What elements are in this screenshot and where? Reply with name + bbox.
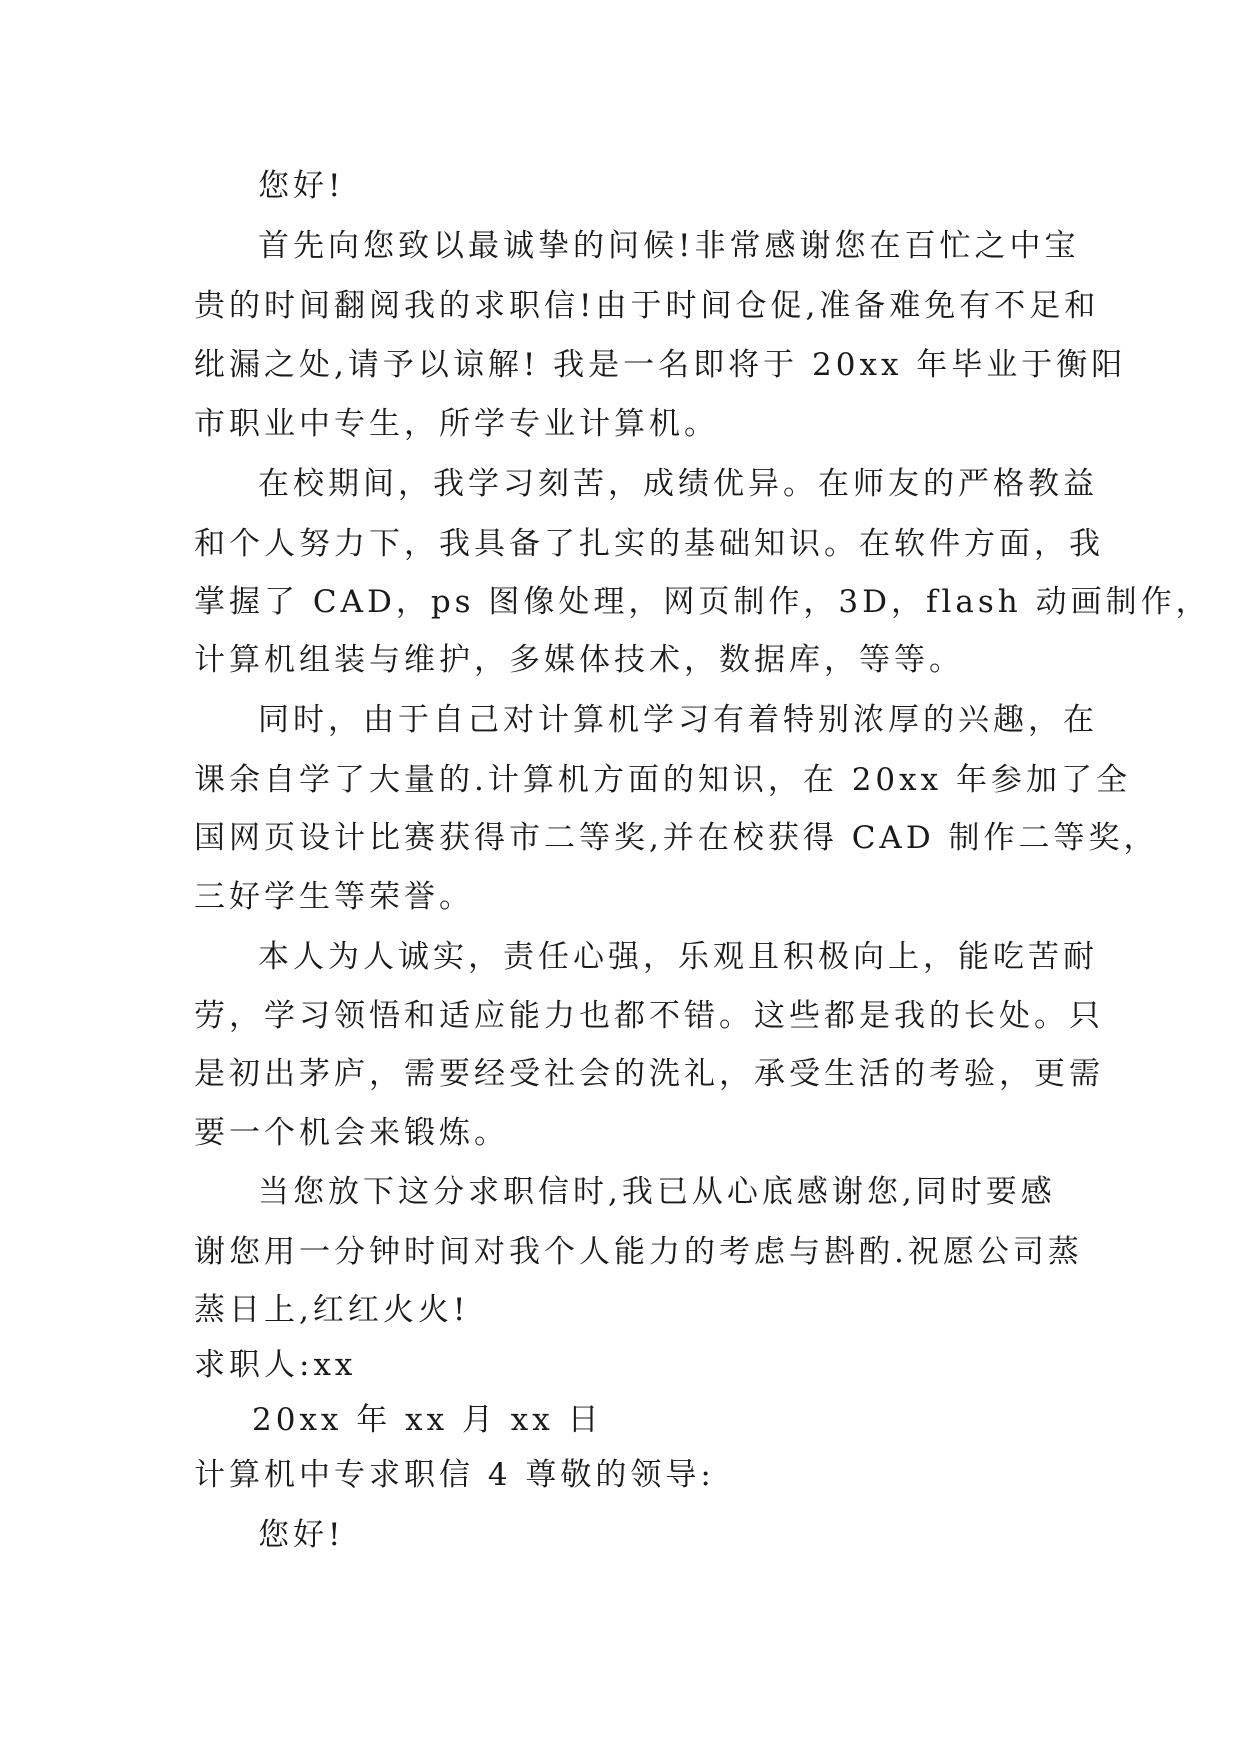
next-letter-greeting: 您好! [258, 1517, 345, 1553]
paragraph-intro-line-3: 纰漏之处,请予以谅解! 我是一名即将于 20xx 年毕业于衡阳 [194, 347, 1127, 383]
paragraph-awards-line-1: 同时，由于自己对计算机学习有着特别浓厚的兴趣，在 [258, 702, 1098, 738]
paragraph-closing-line-3: 蒸日上,红红火火! [194, 1292, 470, 1328]
paragraph-character-line-2: 劳，学习领悟和适应能力也都不错。这些都是我的长处。只 [194, 998, 1104, 1034]
paragraph-character-line-1: 本人为人诚实，责任心强，乐观且积极向上，能吃苦耐 [258, 939, 1098, 975]
paragraph-awards-line-3: 国网页设计比赛获得市二等奖,并在校获得 CAD 制作二等奖， [194, 820, 1159, 856]
paragraph-awards-line-2: 课余自学了大量的.计算机方面的知识，在 20xx 年参加了全 [194, 762, 1131, 798]
paragraph-intro-line-1: 首先向您致以最诚挚的问候!非常感谢您在百忙之中宝 [258, 228, 1080, 264]
paragraph-character-line-3: 是初出茅庐，需要经受社会的洗礼，承受生活的考验，更需 [194, 1056, 1104, 1092]
paragraph-study-line-4: 计算机组装与维护，多媒体技术，数据库，等等。 [194, 642, 964, 678]
paragraph-awards-line-4: 三好学生等荣誉。 [194, 879, 474, 915]
signature-applicant: 求职人:xx [194, 1347, 357, 1383]
paragraph-character-line-4: 要一个机会来锻炼。 [194, 1115, 509, 1151]
paragraph-study-line-1: 在校期间，我学习刻苦，成绩优异。在师友的严格教益 [258, 466, 1098, 502]
paragraph-intro-line-2: 贵的时间翻阅我的求职信!由于时间仓促,准备难免有不足和 [194, 288, 1100, 324]
paragraph-closing-line-1: 当您放下这分求职信时,我已从心底感谢您,同时要感 [258, 1174, 1056, 1210]
paragraph-closing-line-2: 谢您用一分钟时间对我个人能力的考虑与斟酌.祝愿公司蒸 [194, 1234, 1083, 1270]
next-letter-heading: 计算机中专求职信 4 尊敬的领导: [194, 1457, 715, 1493]
paragraph-study-line-3: 掌握了 CAD，ps 图像处理，网页制作，3D，flash 动画制作， [194, 584, 1211, 620]
signature-date: 20xx 年 xx 月 xx 日 [252, 1402, 603, 1438]
greeting: 您好! [258, 168, 345, 204]
paragraph-study-line-2: 和个人努力下，我具备了扎实的基础知识。在软件方面，我 [194, 526, 1104, 562]
paragraph-intro-line-4: 市职业中专生，所学专业计算机。 [194, 406, 719, 442]
